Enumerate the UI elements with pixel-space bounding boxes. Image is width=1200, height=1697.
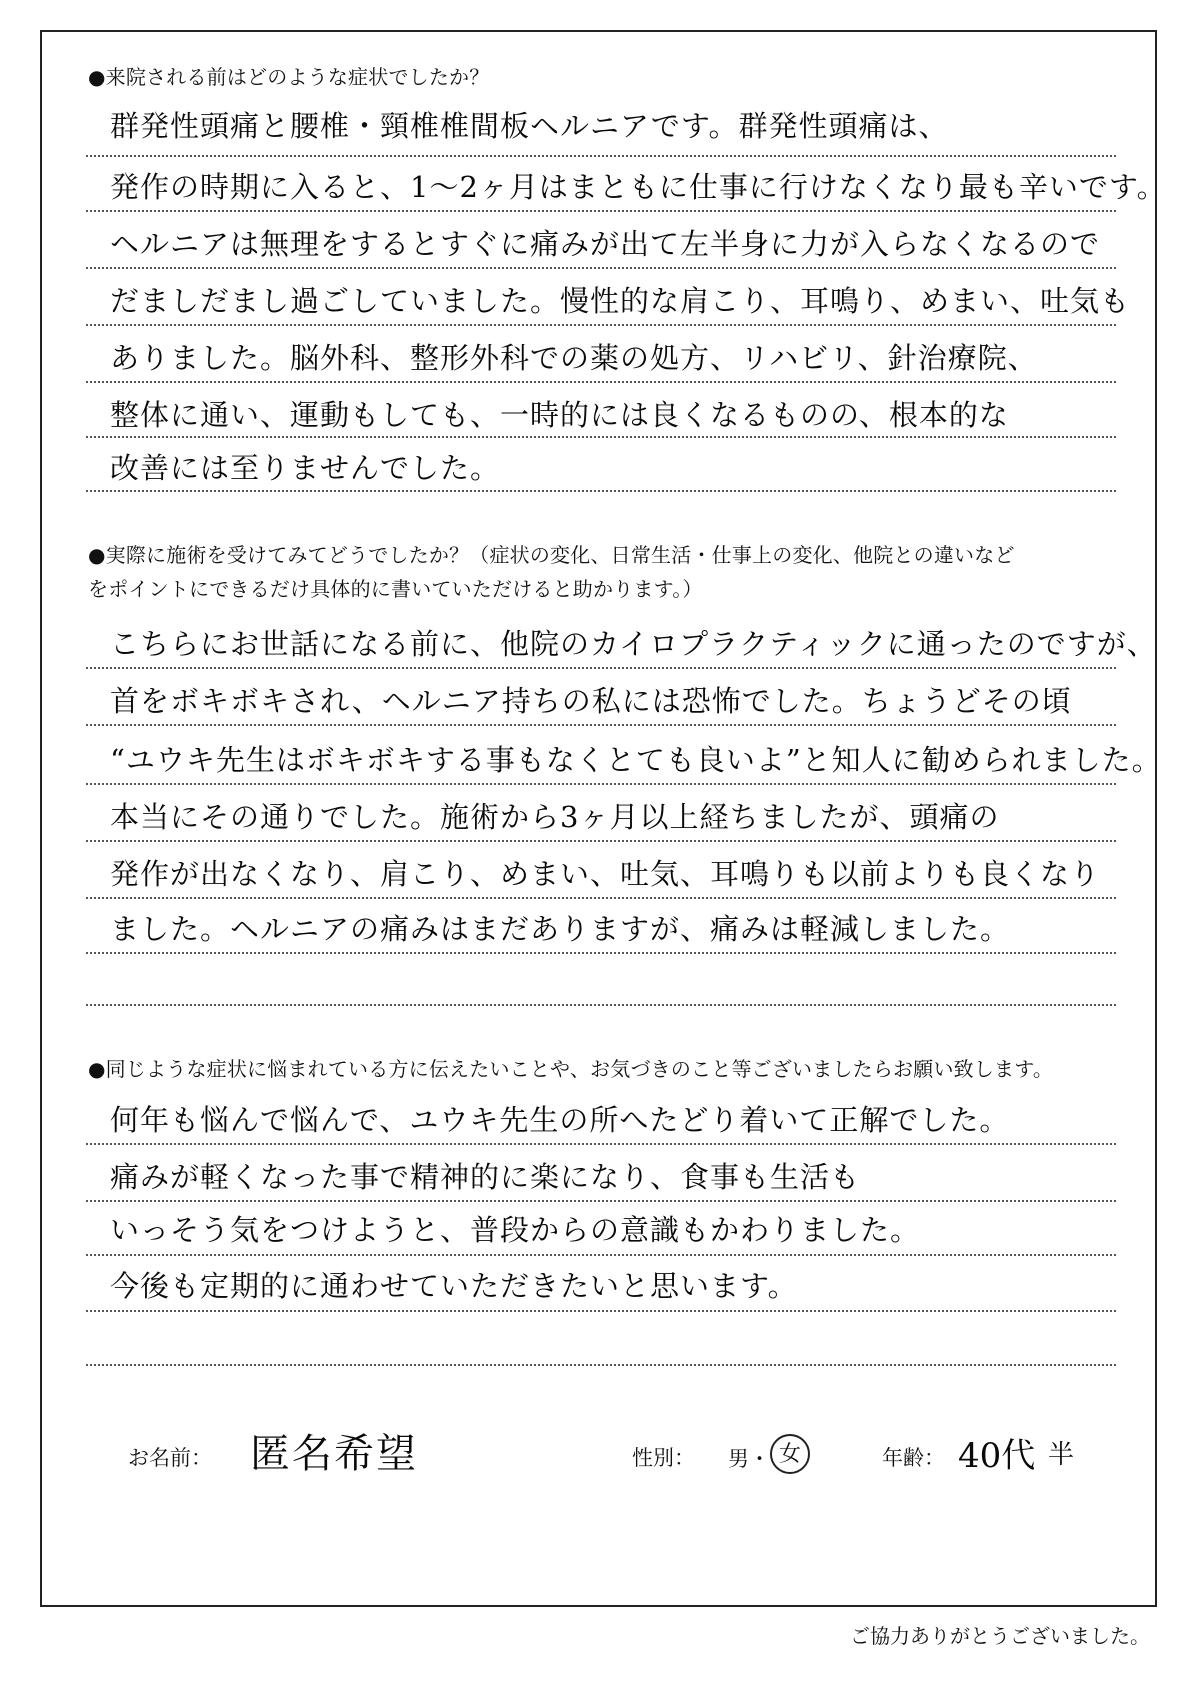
ruled-line (86, 952, 1116, 954)
ruled-line (86, 1200, 1116, 1202)
answer-3-line-3: いっそう気をつけようと、普段からの意識もかわりました。 (110, 1213, 921, 1247)
answer-1-line-1: 群発性頭痛と腰椎・頸椎椎間板ヘルニアです。群発性頭痛は、 (110, 109, 949, 143)
gender-male: 男 (728, 1447, 749, 1471)
ruled-line (86, 1004, 1116, 1006)
answer-1-line-7: 改善には至りませんでした。 (110, 451, 501, 485)
gender-options (728, 1442, 810, 1474)
name-value: 匿名希望 (250, 1431, 418, 1477)
ruled-line (86, 381, 1116, 383)
ruled-line (86, 783, 1116, 785)
answer-1-line-5: ありました。脳外科、整形外科での薬の処方、リハビリ、針治療院、 (110, 341, 1038, 375)
question-1: ●来院される前はどのような症状でしたか？ (88, 65, 490, 89)
ruled-line (86, 210, 1116, 212)
answer-1-line-2: 発作の時期に入ると、1〜2ヶ月はまともに仕事に行けなくなり最も辛いです。 (110, 170, 1167, 204)
answer-2-line-6: ました。ヘルニアの痛みはまだありますが、痛みは軽減しました。 (110, 912, 1011, 946)
answer-2-line-1: こちらにお世話になる前に、他院のカイロプラクティックに通ったのですが、 (110, 627, 1157, 661)
answer-2-line-5: 発作が出なくなり、肩こり、めまい、吐気、耳鳴りも以前よりも良くなり (110, 857, 1101, 891)
age-value: 40代 (958, 1436, 1036, 1476)
question-2-line-1: ●実際に施術を受けてみてどうでしたか？（症状の変化、日常生活・仕事上の変化、他院との違いなど (88, 543, 1015, 567)
ruled-line (86, 490, 1116, 492)
ruled-line (86, 436, 1116, 438)
question-2-line-2: をポイントにできるだけ具体的に書いていただけると助かります。） (88, 577, 703, 601)
ruled-line (86, 155, 1116, 157)
gender-separator: ・ (749, 1447, 770, 1471)
gender-female-circled: 女 (770, 1434, 810, 1474)
name-label: お名前： (128, 1446, 212, 1470)
answer-2-line-3: “ユウキ先生はボキボキする事もなくとても良いよ”と知人に勧められました。 (110, 743, 1162, 777)
answer-2-line-2: 首をボキボキされ、ヘルニア持ちの私には恐怖でした。ちょうどその頃 (110, 684, 1072, 718)
ruled-line (86, 1364, 1116, 1366)
answer-1-line-4: だましだまし過ごしていました。慢性的な肩こり、耳鳴り、めまい、吐気も (110, 284, 1131, 318)
ruled-line (86, 1254, 1116, 1256)
answer-1-line-6: 整体に通い、運動もしても、一時的には良くなるものの、根本的な (110, 398, 1009, 432)
age-suffix: 半 (1048, 1440, 1075, 1470)
ruled-line (86, 897, 1116, 899)
ruled-line (86, 724, 1116, 726)
thanks-message: ご協力ありがとうございました。 (850, 1624, 1150, 1648)
ruled-line (86, 667, 1116, 669)
ruled-line (86, 324, 1116, 326)
answer-1-line-3: ヘルニアは無理をするとすぐに痛みが出て左半身に力が入らなくなるので (110, 227, 1101, 261)
gender-label: 性別： (632, 1446, 695, 1470)
ruled-line (86, 1310, 1116, 1312)
question-3: ●同じような症状に悩まれている方に伝えたいことや、お気づきのこと等ございましたらお願い致します。 (88, 1057, 1054, 1081)
answer-3-line-4: 今後も定期的に通わせていただきたいと思います。 (110, 1269, 798, 1303)
age-label: 年齢： (882, 1446, 945, 1470)
ruled-line (86, 840, 1116, 842)
answer-2-line-4: 本当にその通りでした。施術から3ヶ月以上経ちましたが、頭痛の (110, 800, 1000, 834)
ruled-line (86, 1143, 1116, 1145)
ruled-line (86, 267, 1116, 269)
answer-3-line-2: 痛みが軽くなった事で精神的に楽になり、食事も生活も (110, 1160, 861, 1194)
answer-3-line-1: 何年も悩んで悩んで、ユウキ先生の所へたどり着いて正解でした。 (110, 1103, 1010, 1137)
